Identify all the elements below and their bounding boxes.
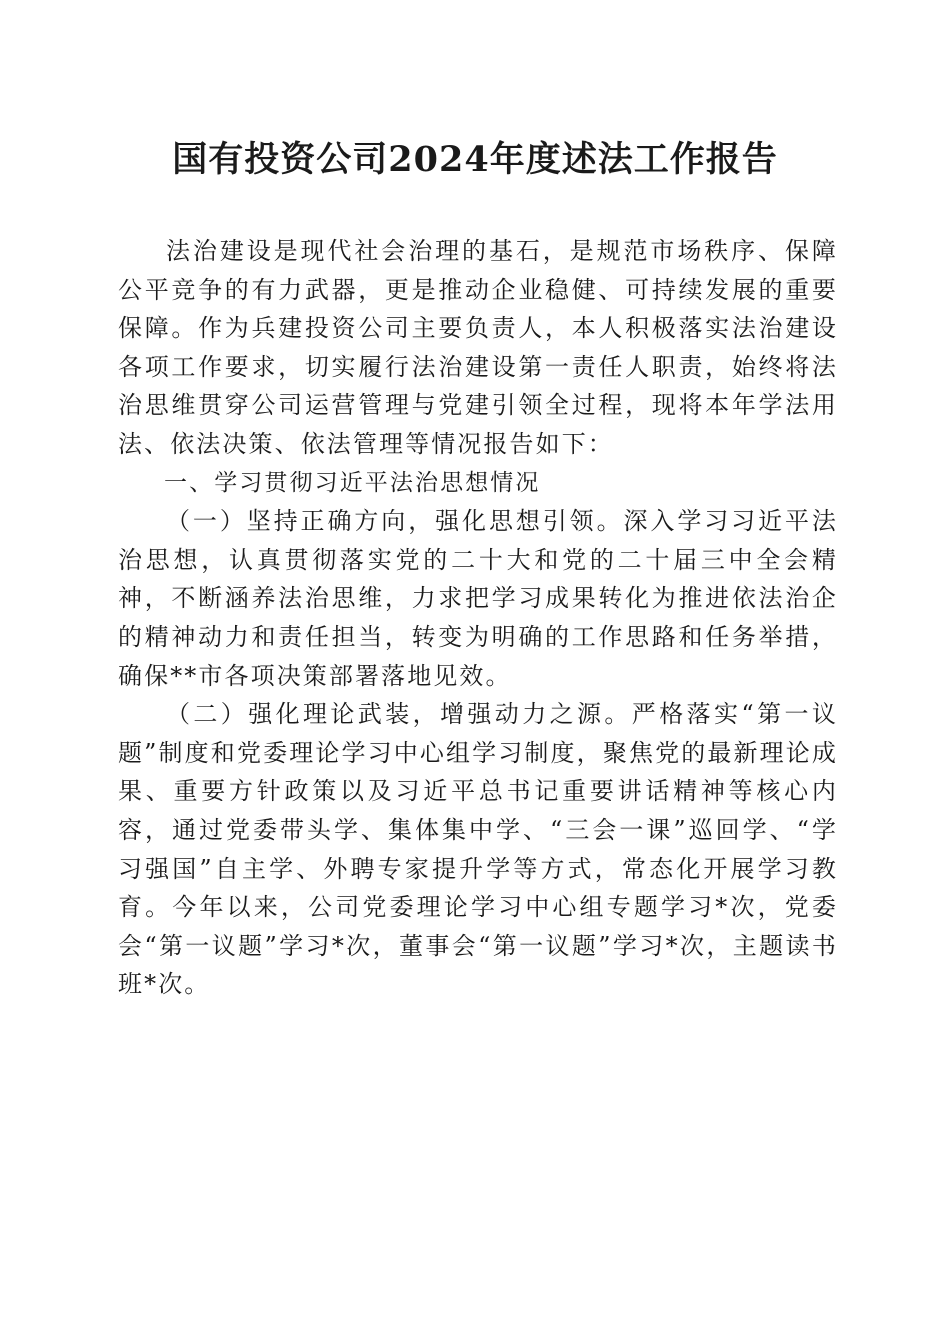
section-item-paragraph: （一）坚持正确方向，强化思想引领。深入学习习近平法治思想，认真贯彻落实党的二十大和党的二十届三中全会精神，不断涵养法治思维，力求把学习成果转化为推进依法治企的精神动力和责任担当，转变为明确的工作思路和任务举措，确保**市各项决策部署落地见效。 [118, 507, 838, 690]
document-title: 国有投资公司2024年度述法工作报告 [172, 139, 778, 180]
document-body [118, 232, 838, 1004]
intro-paragraph: 法治建设是现代社会治理的基石，是规范市场秩序、保障公平竞争的有力武器，更是推动企业稳健、可持续发展的重要保障。作为兵建投资公司主要负责人，本人积极落实法治建设各项工作要求，切实履行法治建设第一责任人职责，始终将法治思维贯穿公司运营管理与党建引领全过程，现将本年学法用法、依法决策、依法管理等情况报告如下： [118, 237, 838, 458]
section-item-paragraph: （二）强化理论武装，增强动力之源。严格落实“第一议题”制度和党委理论学习中心组学习制度，聚焦党的最新理论成果、重要方针政策以及习近平总书记重要讲话精神等核心内容，通过党委带头学、集体集中学、“三会一课”巡回学、“学习强国”自主学、外聘专家提升学等方式，常态化开展学习教育。今年以来，公司党委理论学习中心组专题学习*次，党委会“第一议题”学习*次，董事会“第一议题”学习*次，主题读书班*次。 [118, 700, 838, 999]
section-heading: 一、学习贯彻习近平法治思想情况 [164, 469, 541, 496]
